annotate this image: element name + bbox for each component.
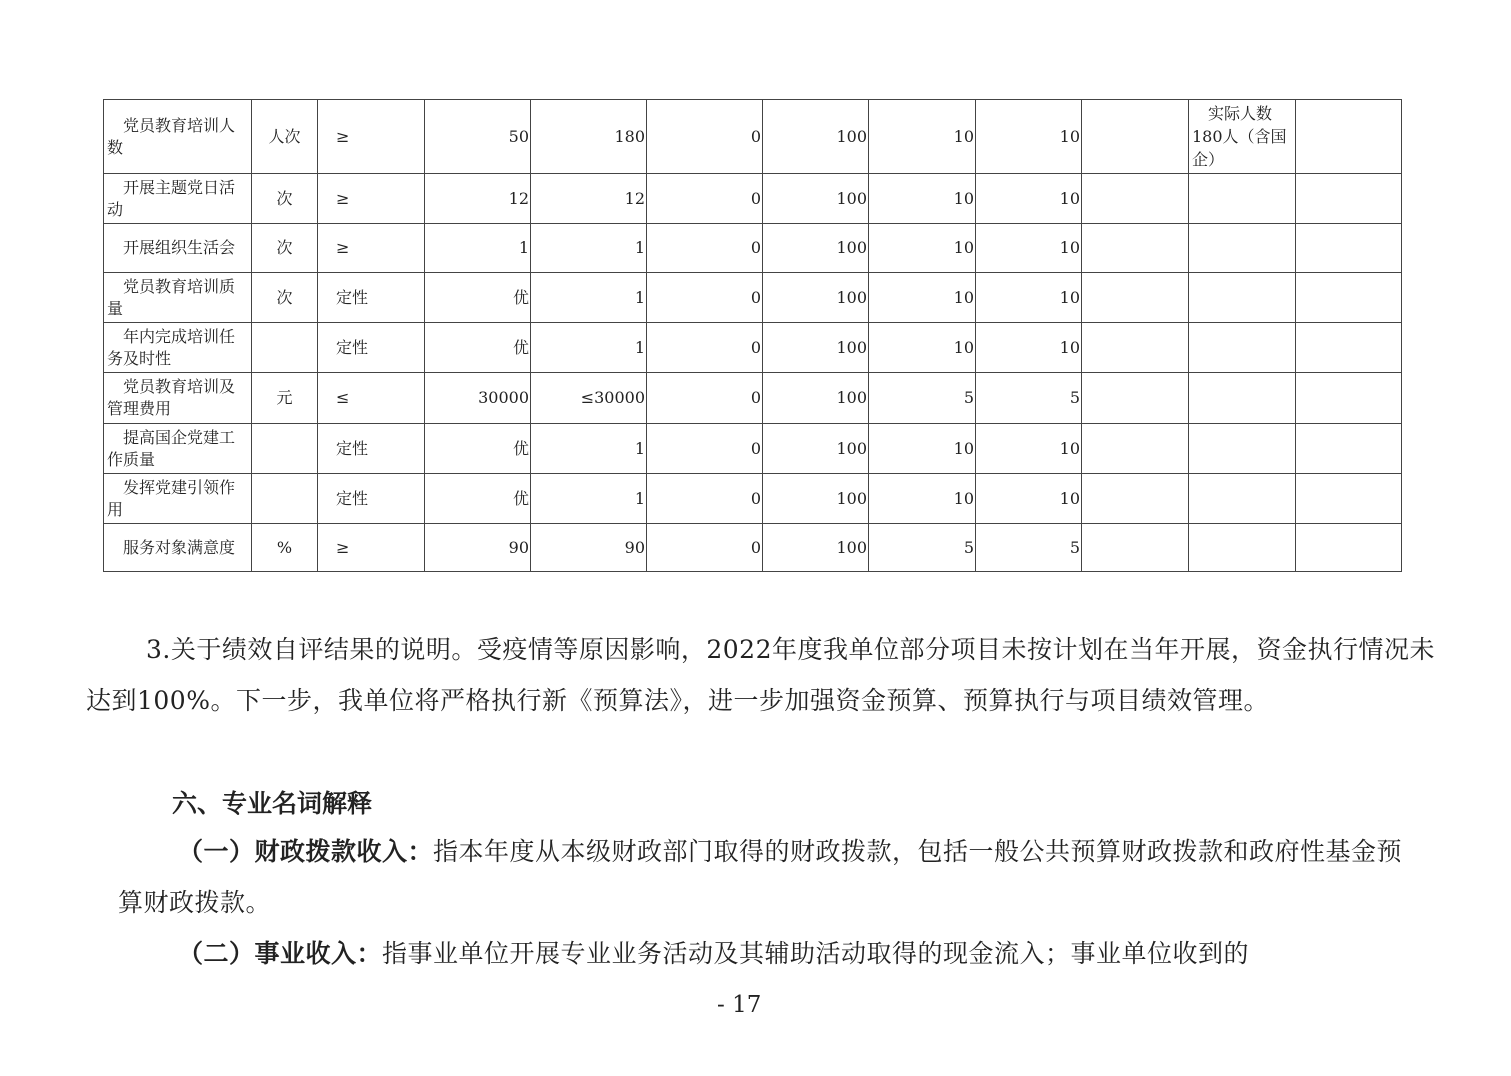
blank-cell xyxy=(1082,474,1189,524)
weight-cell: 0 xyxy=(647,474,763,524)
term-label: （一）财政拨款收入： xyxy=(178,837,434,866)
full-score-cell: 100 xyxy=(763,524,869,572)
term-definition: 指事业单位开展专业业务活动及其辅助活动取得的现金流入；事业单位收到的 xyxy=(382,939,1250,968)
table-row xyxy=(104,323,1402,373)
score-cell: 10 xyxy=(869,100,976,174)
blank-cell xyxy=(1082,424,1189,474)
blank-cell xyxy=(1082,224,1189,273)
table-row xyxy=(104,174,1402,224)
note-cell xyxy=(1189,474,1296,524)
score-cell: 10 xyxy=(976,474,1082,524)
operator-cell: ≥ xyxy=(318,224,425,273)
weight-cell: 0 xyxy=(647,174,763,224)
target-value-cell: 12 xyxy=(425,174,531,224)
table-row xyxy=(104,100,1402,174)
operator-cell: 定性 xyxy=(318,273,425,323)
indicator-name-cell: 党员教育培训人数 xyxy=(104,100,252,174)
performance-indicator-table xyxy=(103,99,1402,572)
table-row xyxy=(104,524,1402,572)
weight-cell: 0 xyxy=(647,273,763,323)
blank-cell xyxy=(1082,100,1189,174)
term-definition: 指本年度从本级财政部门取得的财政拨款，包括一般公共预算财政拨款和政府性基金预算财政拨款。 xyxy=(118,837,1403,917)
weight-cell: 0 xyxy=(647,524,763,572)
extra-cell xyxy=(1296,373,1402,424)
actual-value-cell: 12 xyxy=(531,174,647,224)
operator-cell: ≥ xyxy=(318,524,425,572)
indicator-name-cell: 年内完成培训任务及时性 xyxy=(104,323,252,373)
extra-cell xyxy=(1296,424,1402,474)
target-value-cell: 优 xyxy=(425,323,531,373)
blank-cell xyxy=(1082,174,1189,224)
score-cell: 5 xyxy=(869,373,976,424)
extra-cell xyxy=(1296,474,1402,524)
section-heading-terms: 六、专业名词解释 xyxy=(172,789,373,818)
weight-cell: 0 xyxy=(647,100,763,174)
note-cell xyxy=(1189,524,1296,572)
full-score-cell: 100 xyxy=(763,224,869,273)
table-row xyxy=(104,373,1402,424)
extra-cell xyxy=(1296,273,1402,323)
full-score-cell: 100 xyxy=(763,273,869,323)
extra-cell xyxy=(1296,100,1402,174)
operator-cell: ≥ xyxy=(318,100,425,174)
full-score-cell: 100 xyxy=(763,474,869,524)
unit-cell xyxy=(252,424,318,474)
score-cell: 10 xyxy=(976,100,1082,174)
unit-cell xyxy=(252,474,318,524)
score-cell: 10 xyxy=(976,273,1082,323)
score-cell: 5 xyxy=(976,373,1082,424)
unit-cell: 人次 xyxy=(252,100,318,174)
weight-cell: 0 xyxy=(647,323,763,373)
note-cell xyxy=(1189,273,1296,323)
note-cell: 实际人数180人（含国企） xyxy=(1189,100,1296,174)
weight-cell: 0 xyxy=(647,424,763,474)
table-row xyxy=(104,273,1402,323)
actual-value-cell: 180 xyxy=(531,100,647,174)
unit-cell: 次 xyxy=(252,174,318,224)
blank-cell xyxy=(1082,323,1189,373)
unit-cell: 元 xyxy=(252,373,318,424)
target-value-cell: 1 xyxy=(425,224,531,273)
extra-cell xyxy=(1296,323,1402,373)
extra-cell xyxy=(1296,524,1402,572)
unit-cell xyxy=(252,323,318,373)
indicator-name-cell: 党员教育培训及管理费用 xyxy=(104,373,252,424)
score-cell: 10 xyxy=(869,224,976,273)
target-value-cell: 优 xyxy=(425,474,531,524)
target-value-cell: 优 xyxy=(425,273,531,323)
operator-cell: 定性 xyxy=(318,474,425,524)
table-body xyxy=(104,100,1402,572)
unit-cell: % xyxy=(252,524,318,572)
paragraph-self-evaluation: 3.关于绩效自评结果的说明。受疫情等原因影响，2022年度我单位部分项目未按计划在当年开展，资金执行情况未达到100%。下一步，我单位将严格执行新《预算法》，进一步加强资金预算、预算执行与项目绩效管理。 xyxy=(86,635,1435,715)
score-cell: 10 xyxy=(869,174,976,224)
actual-value-cell: 1 xyxy=(531,224,647,273)
operator-cell: 定性 xyxy=(318,323,425,373)
table-row xyxy=(104,474,1402,524)
note-cell xyxy=(1189,424,1296,474)
term-item-fiscal-appropriation xyxy=(118,826,1408,928)
score-cell: 5 xyxy=(976,524,1082,572)
unit-cell: 次 xyxy=(252,224,318,273)
score-cell: 10 xyxy=(976,323,1082,373)
blank-cell xyxy=(1082,524,1189,572)
target-value-cell: 90 xyxy=(425,524,531,572)
blank-cell xyxy=(1082,373,1189,424)
score-cell: 10 xyxy=(869,323,976,373)
actual-value-cell: 90 xyxy=(531,524,647,572)
indicator-name-cell: 提高国企党建工作质量 xyxy=(104,424,252,474)
full-score-cell: 100 xyxy=(763,373,869,424)
full-score-cell: 100 xyxy=(763,174,869,224)
indicator-name-cell: 发挥党建引领作用 xyxy=(104,474,252,524)
operator-cell: 定性 xyxy=(318,424,425,474)
actual-value-cell: 1 xyxy=(531,323,647,373)
unit-cell: 次 xyxy=(252,273,318,323)
score-cell: 10 xyxy=(869,474,976,524)
actual-value-cell: ≤30000 xyxy=(531,373,647,424)
extra-cell xyxy=(1296,224,1402,273)
weight-cell: 0 xyxy=(647,373,763,424)
score-cell: 10 xyxy=(976,174,1082,224)
target-value-cell: 优 xyxy=(425,424,531,474)
indicator-name-cell: 党员教育培训质量 xyxy=(104,273,252,323)
indicator-name-cell: 服务对象满意度 xyxy=(104,524,252,572)
full-score-cell: 100 xyxy=(763,424,869,474)
actual-value-cell: 1 xyxy=(531,273,647,323)
term-item-business-income xyxy=(178,928,1418,979)
operator-cell: ≥ xyxy=(318,174,425,224)
extra-cell xyxy=(1296,174,1402,224)
full-score-cell: 100 xyxy=(763,323,869,373)
blank-cell xyxy=(1082,273,1189,323)
score-cell: 10 xyxy=(869,424,976,474)
note-cell xyxy=(1189,323,1296,373)
table-row xyxy=(104,424,1402,474)
operator-cell: ≤ xyxy=(318,373,425,424)
weight-cell: 0 xyxy=(647,224,763,273)
score-cell: 10 xyxy=(976,424,1082,474)
note-cell xyxy=(1189,373,1296,424)
actual-value-cell: 1 xyxy=(531,474,647,524)
target-value-cell: 30000 xyxy=(425,373,531,424)
indicator-name-cell: 开展主题党日活动 xyxy=(104,174,252,224)
note-cell xyxy=(1189,174,1296,224)
score-cell: 10 xyxy=(869,273,976,323)
indicator-name-cell: 开展组织生活会 xyxy=(104,224,252,273)
table-row xyxy=(104,224,1402,273)
score-cell: 10 xyxy=(976,224,1082,273)
full-score-cell: 100 xyxy=(763,100,869,174)
actual-value-cell: 1 xyxy=(531,424,647,474)
score-cell: 5 xyxy=(869,524,976,572)
target-value-cell: 50 xyxy=(425,100,531,174)
note-cell xyxy=(1189,224,1296,273)
term-label: （二）事业收入： xyxy=(178,939,383,968)
page-number: - 17 xyxy=(717,992,762,1018)
